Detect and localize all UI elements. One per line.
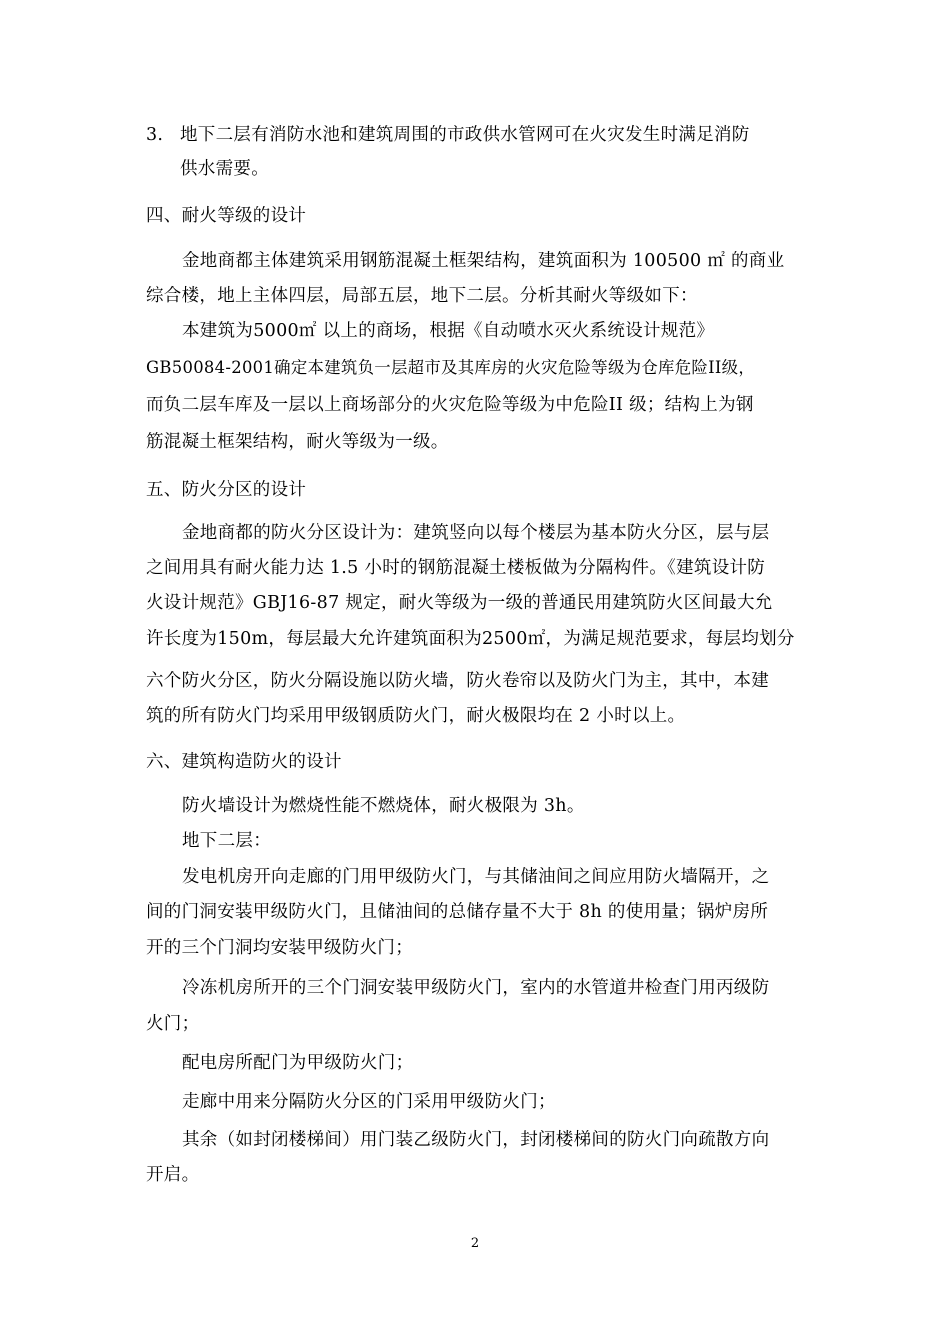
paragraph-line: 金地商都主体建筑采用钢筋混凝土框架结构，建筑面积为 100500 ㎡ 的商业 (182, 251, 785, 271)
paragraph-line: 地下二层有消防水池和建筑周围的市政供水管网可在火灾发生时满足消防 (180, 125, 750, 145)
paragraph-line: GB50084-2001确定本建筑负一层超市及其库房的火灾危险等级为仓库危险II级， (146, 358, 756, 377)
paragraph-line: 之间用具有耐火能力达 1.5 小时的钢筋混凝土楼板做为分隔构件。《建筑设计防 (146, 558, 766, 578)
section-heading: 五、防火分区的设计 (146, 480, 307, 500)
paragraph-line: 而负二层车库及一层以上商场部分的火灾危险等级为中危险II 级；结构上为钢 (146, 395, 754, 415)
paragraph-line: 开启。 (146, 1165, 200, 1185)
paragraph-line: 火设计规范》GBJ16-87 规定，耐火等级为一级的普通民用建筑防火区间最大允 (146, 593, 773, 613)
paragraph-line: 防火墙设计为燃烧性能不燃烧体，耐火极限为 3h。 (182, 796, 585, 816)
paragraph-line: 走廊中用来分隔防火分区的门采用甲级防火门； (182, 1092, 556, 1112)
paragraph-line: 间的门洞安装甲级防火门，且储油间的总储存量不大于 8h 的使用量；锅炉房所 (146, 902, 769, 922)
paragraph-line: 火门； (146, 1014, 200, 1034)
paragraph-line: 许长度为150m，每层最大允许建筑面积为2500㎡，为满足规范要求，每层均划分 (146, 629, 795, 649)
paragraph-line: 金地商都的防火分区设计为：建筑竖向以每个楼层为基本防火分区，层与层 (182, 523, 770, 543)
paragraph-line: 地下二层： (182, 831, 271, 851)
paragraph-line: 配电房所配门为甲级防火门； (182, 1053, 414, 1073)
paragraph-line: 筑的所有防火门均采用甲级钢质防火门，耐火极限均在 2 小时以上。 (146, 706, 686, 726)
paragraph-line: 六个防火分区，防火分隔设施以防火墙，防火卷帘以及防火门为主，其中，本建 (146, 671, 769, 691)
page-number: 2 (470, 1236, 480, 1251)
paragraph-line: 其余（如封闭楼梯间）用门装乙级防火门，封闭楼梯间的防火门向疏散方向 (182, 1130, 770, 1150)
section-heading: 四、耐火等级的设计 (146, 206, 307, 226)
paragraph-line: 综合楼，地上主体四层，局部五层，地下二层。分析其耐火等级如下： (146, 286, 698, 306)
paragraph-line: 筋混凝土框架结构，耐火等级为一级。 (146, 432, 449, 452)
paragraph-line: 本建筑为5000㎡ 以上的商场，根据《自动喷水灭火系统设计规范》 (182, 321, 715, 341)
section-heading: 六、建筑构造防火的设计 (146, 752, 342, 772)
paragraph-line: 开的三个门洞均安装甲级防火门； (146, 938, 413, 958)
paragraph-line: 供水需要。 (180, 159, 269, 179)
list-number: 3. (146, 125, 164, 145)
paragraph-line: 发电机房开向走廊的门用甲级防火门，与其储油间之间应用防火墙隔开，之 (182, 867, 770, 887)
paragraph-line: 冷冻机房所开的三个门洞安装甲级防火门，室内的水管道井检查门用丙级防 (182, 978, 770, 998)
